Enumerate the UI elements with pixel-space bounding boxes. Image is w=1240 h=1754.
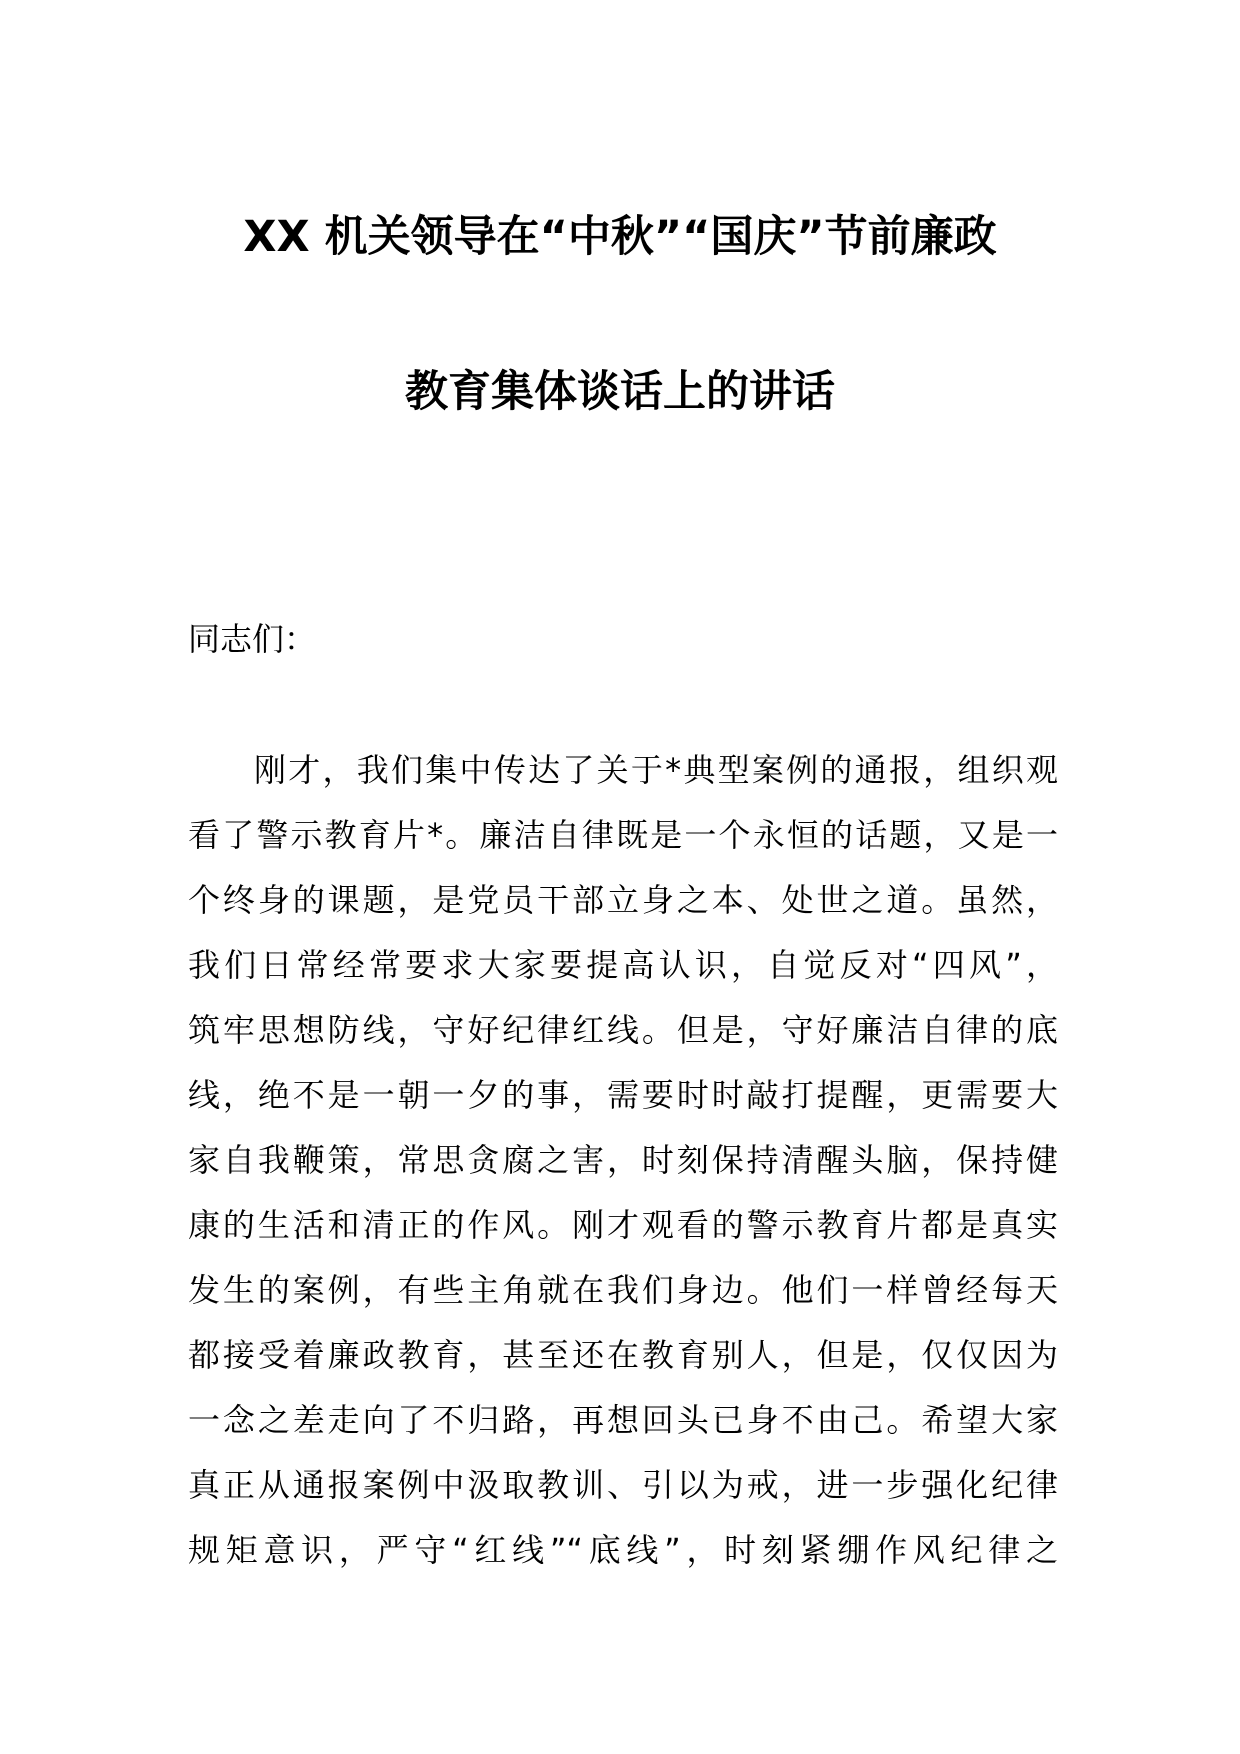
body-line: 我们日常经常要求大家要提高认识，自觉反对“四风”， (188, 946, 1058, 984)
document-title-line-1: XX 机关领导在“中秋”“国庆”节前廉政 (243, 212, 997, 262)
body-line: 发生的案例，有些主角就在我们身边。他们一样曾经每天 (188, 1271, 1058, 1309)
body-line: 都接受着廉政教育，甚至还在教育别人，但是，仅仅因为 (188, 1336, 1058, 1374)
body-line: 真正从通报案例中汲取教训、引以为戒，进一步强化纪律 (188, 1466, 1058, 1504)
document-title-line-2: 教育集体谈话上的讲话 (405, 367, 835, 417)
body-line: 看了警示教育片*。廉洁自律既是一个永恒的话题，又是一 (188, 816, 1058, 854)
body-line: 刚才，我们集中传达了关于*典型案例的通报，组织观 (254, 751, 1058, 789)
body-line: 线，绝不是一朝一夕的事，需要时时敲打提醒，更需要大 (188, 1076, 1058, 1114)
body-line: 一念之差走向了不归路，再想回头已身不由己。希望大家 (188, 1401, 1058, 1439)
salutation: 同志们： (188, 620, 317, 658)
body-line: 康的生活和清正的作风。刚才观看的警示教育片都是真实 (188, 1206, 1058, 1244)
body-line: 规矩意识，严守“红线”“底线”，时刻紧绷作风纪律之 (188, 1531, 1058, 1569)
body-line: 个终身的课题，是党员干部立身之本、处世之道。虽然， (188, 881, 1058, 919)
body-line: 筑牢思想防线，守好纪律红线。但是，守好廉洁自律的底 (188, 1011, 1058, 1049)
body-paragraph (188, 738, 1058, 1583)
body-line: 家自我鞭策，常思贪腐之害，时刻保持清醒头脑，保持健 (188, 1141, 1058, 1179)
